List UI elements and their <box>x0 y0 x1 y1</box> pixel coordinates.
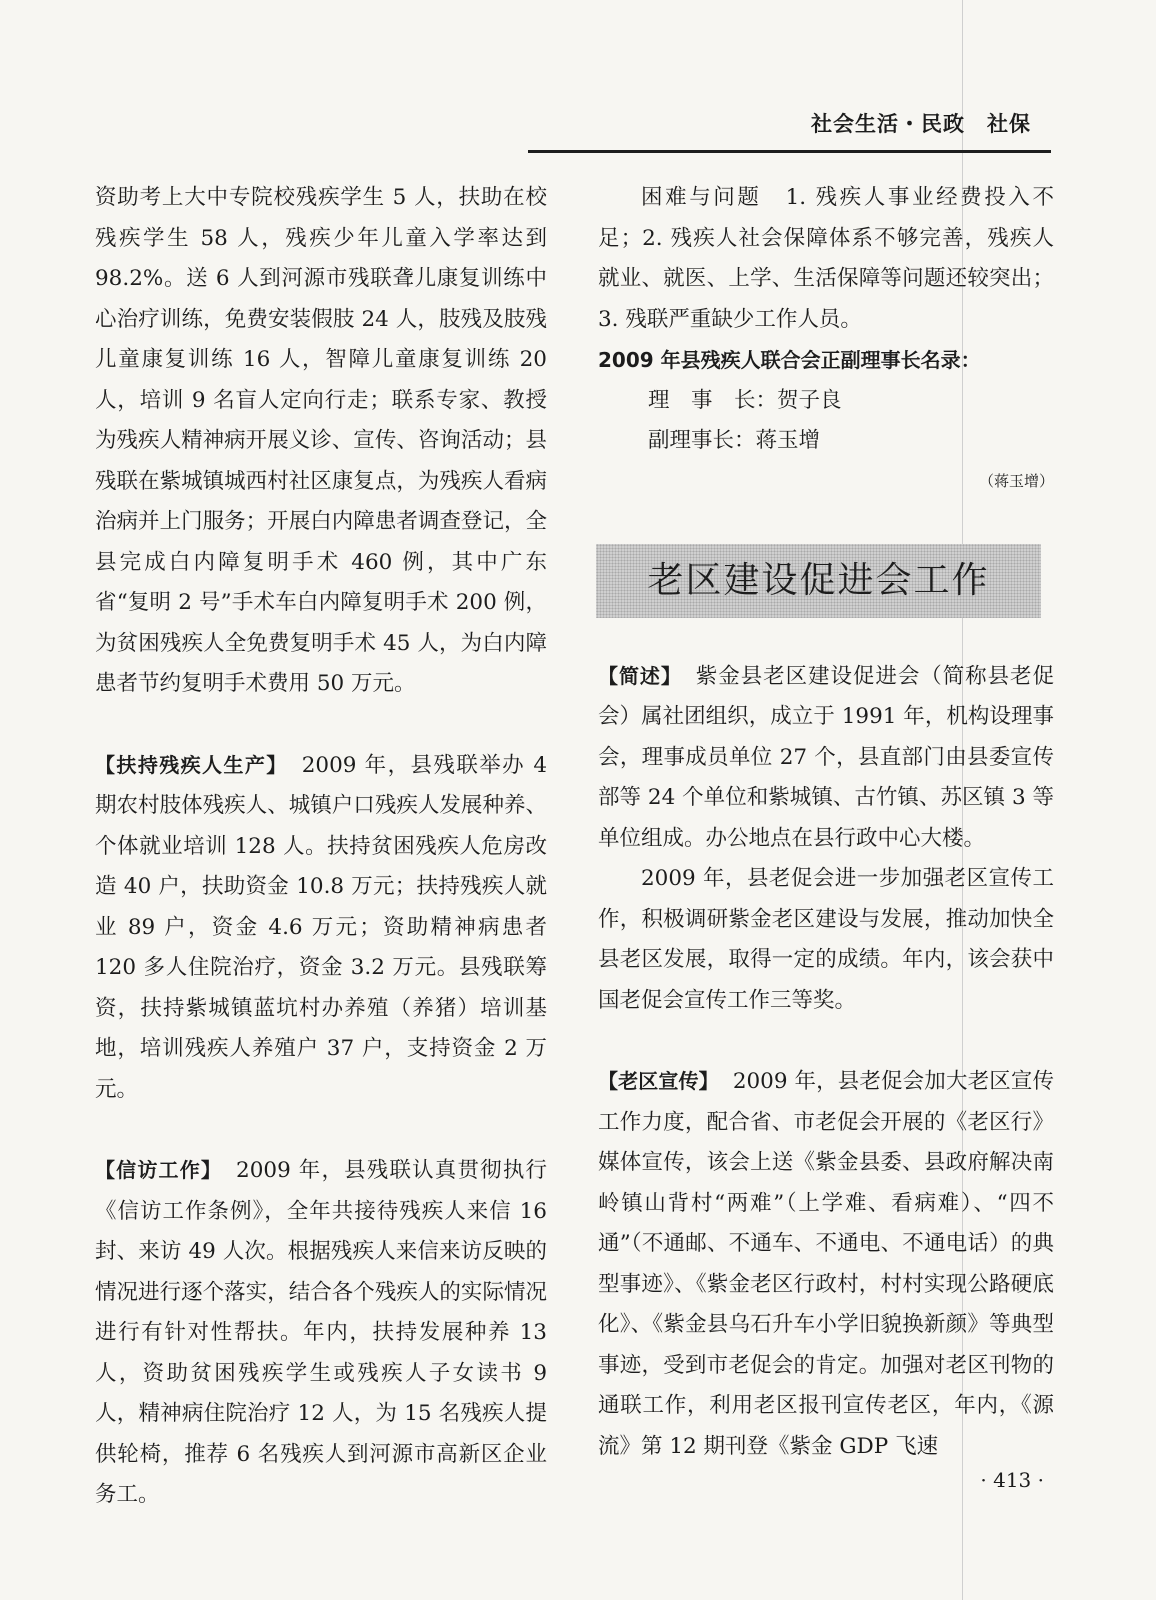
page-number: · 413 · <box>980 1468 1044 1492</box>
petition-text: 2009 年，县残联认真贯彻执行《信访工作条例》，全年共接待残疾人来信 16 封、来访 49 人次。根据残疾人来信来访反映的情况进行逐个落实，结合各个残疾人的实际情况进行有针对性帮扶。年内，扶持发展种养 13 人，资助贫困残疾学生或残疾人子女读书 9 人，精神病住院治疗 12 人，为 15 名残疾人提供轮椅，推荐 6 名残疾人到河源市高新区企业务工。 <box>95 1158 547 1507</box>
header-rule <box>528 150 1051 153</box>
problems-label: 困难与问题 <box>641 185 762 210</box>
roster-deputy-director: 副理事长：蒋玉增 <box>648 428 821 453</box>
running-header: 社会生活・民政 社保 <box>811 112 1031 136</box>
production-section <box>95 745 547 1111</box>
petition-heading: 【信访工作】 <box>95 1158 223 1182</box>
production-heading: 【扶持残疾人生产】 <box>95 752 288 777</box>
section-title-banner: 老区建设促进会工作 <box>596 544 1041 618</box>
intro-paragraph: 资助考上大中专院校残疾学生 5 人，扶助在校残疾学生 58 人，残疾少年儿童入学率达到 98.2%。送 6 人到河源市残联聋儿康复训练中心治疗训练，免费安装假肢 24 人，肢残及肢残儿童康复训练 16 人，智障儿童康复训练 20 人，培训 9 名盲人定向行走；联系专家、教授为残疾人精神病开展义诊、宣传、咨询活动；县残联在紫城镇城西村社区康复点，为残疾人看病治病并上门服务；开展白内障患者调查登记，全县完成白内障复明手术 460 例，其中广东省“复明 2 号”手术车白内障复明手术 200 例，为贫困残疾人全免费复明手术 45 人，为白内障患者节约复明手术费用 50 万元。 <box>95 185 547 696</box>
problems-paragraph <box>598 178 1054 340</box>
left-column <box>95 178 547 1516</box>
overview-heading: 【简述】 <box>598 663 682 688</box>
publicity-heading: 【老区宣传】 <box>598 1069 719 1093</box>
problems-text: 1. 残疾人事业经费投入不足；2. 残疾人社会保障体系不够完善，残疾人就业、就医、上学、生活保障等问题还较突出；3. 残联严重缺少工作人员。 <box>598 185 1054 332</box>
roster-title: 2009 年县残疾人联合会正副理事长名录： <box>598 348 981 372</box>
spacer <box>95 1110 547 1150</box>
petition-section <box>95 1150 547 1516</box>
overview-paragraph-2: 2009 年，县老促会进一步加强老区宣传工作，积极调研紫金老区建设与发展，推动加快全县老区发展，取得一定的成绩。年内，该会获中国老促会宣传工作三等奖。 <box>598 866 1054 1013</box>
overview-text: 紫金县老区建设促进会（简称县老促会）属社团组织，成立于 1991 年，机构设理事会，理事成员单位 27 个，县直部门由县委宣传部等 24 个单位和紫城镇、古竹镇、苏区镇 3 等单位组成。办公地点在县行政中心大楼。 <box>598 663 1054 851</box>
right-column <box>598 178 1054 1467</box>
publicity-text: 2009 年，县老促会加大老区宣传工作力度，配合省、市老促会开展的《老区行》媒体宣传，该会上送《紫金县委、县政府解决南岭镇山背村“两难”（上学难、看病难）、“四不通”（不通邮、不通车、不通电、不通电话）的典型事迹》、《紫金老区行政村，村村实现公路硬底化》、《紫金县乌石升车小学旧貌换新颜》等典型事迹，受到市老促会的肯定。加强对老区刊物的通联工作，利用老区报刊宣传老区，年内，《源流》第 12 期刊登《紫金 GDP 飞速 <box>598 1069 1054 1459</box>
publicity-section <box>598 1061 1054 1467</box>
spacer <box>95 705 547 745</box>
author-signature: （蒋玉增） <box>978 471 1054 490</box>
production-text: 2009 年，县残联举办 4 期农村肢体残疾人、城镇户口残疾人发展种养、个体就业培训 128 人。扶持贫困残疾人危房改造 40 户，扶助资金 10.8 万元；扶持残疾人就业 89 户，资金 4.6 万元；资助精神病患者 120 多人住院治疗，资金 3.2 万元。县残联筹资，扶持紫城镇蓝坑村办养殖（养猪）培训基地，培训残疾人养殖户 37 户，支持资金 2 万元。 <box>95 752 547 1102</box>
overview-section <box>598 656 1054 860</box>
spacer <box>598 1021 1054 1061</box>
roster-director: 理 事 长：贺子良 <box>648 387 842 413</box>
